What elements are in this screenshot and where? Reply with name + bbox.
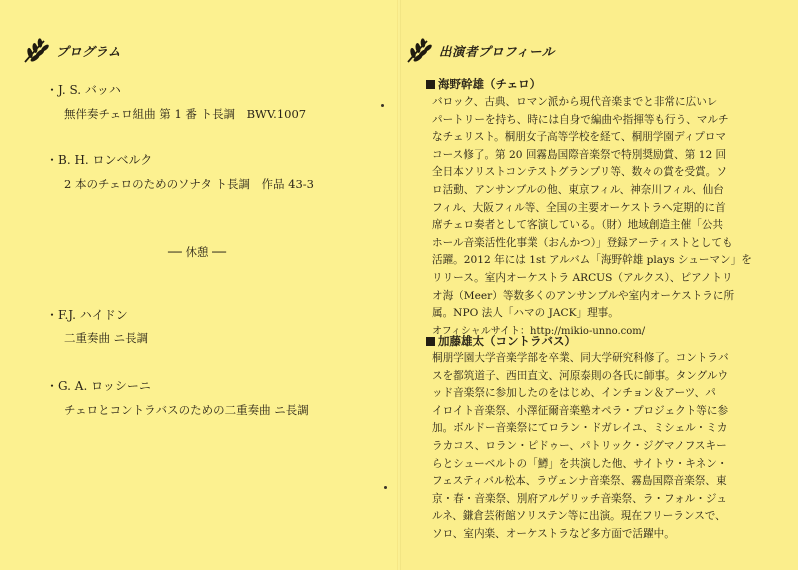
staple-mark bbox=[381, 104, 384, 107]
composer-name: ・J. S. バッハ bbox=[46, 83, 121, 97]
performer-name bbox=[426, 76, 541, 92]
performers-title: 出演者プロフィール bbox=[439, 44, 555, 59]
program-item bbox=[46, 306, 128, 323]
bio-line: パートリーを持ち、時には自身で編曲や指揮等も行う、マルチ bbox=[432, 113, 729, 126]
square-bullet-icon bbox=[426, 337, 435, 346]
composer-name: ・F.J. ハイドン bbox=[46, 308, 128, 322]
bio-line: 全日本ソリストコンテストグランプリ等、数々の賞を受賞。ソ bbox=[432, 166, 727, 179]
official-site-line: オフィシャルサイト：http://mikio-unno.com/ bbox=[432, 325, 646, 337]
program-item bbox=[46, 377, 151, 394]
bio-line: フェスティバル松本、ラヴェンナ音楽祭、霧島国際音楽祭、東 bbox=[432, 475, 727, 488]
bio-line: ロ活動、アンサンブルの他、東京フィル、神奈川フィル、仙台 bbox=[432, 183, 724, 196]
bio-line: リリース。室内オーケストラ ARCUS（アルクス）、ピアノトリ bbox=[432, 271, 733, 284]
work-title: 無伴奏チェロ組曲 第 1 番 ト長調 BWV.1007 bbox=[64, 107, 307, 121]
bio-line: 京・春・音楽祭、別府アルゲリッチ音楽祭、ラ・フォル・ジュ bbox=[432, 492, 727, 505]
performer-name bbox=[426, 333, 576, 349]
bio-line: オ海（Meer）等数多くのアンサンブルや室内オーケストラに所 bbox=[432, 289, 735, 302]
program-item bbox=[46, 81, 121, 98]
bio-line: 活躍。2012 年には 1st アルバム「海野幹雄 plays シューマン」を bbox=[432, 254, 752, 267]
performers-header bbox=[405, 38, 555, 64]
performer-bio bbox=[432, 94, 778, 340]
composer-name: ・B. H. ロンベルク bbox=[46, 153, 153, 167]
performer-name-text: 海野幹雄（チェロ） bbox=[438, 77, 542, 91]
work-title: 2 本のチェロのためのソナタ ト長調 作品 43-3 bbox=[64, 177, 314, 191]
page-fold bbox=[397, 0, 401, 570]
performer-bio bbox=[432, 350, 778, 544]
bio-line: スを都筑道子、西田直文、河原泰則の各氏に師事。タングルウ bbox=[432, 369, 729, 382]
performer-name-text: 加藤雄太（コントラバス） bbox=[438, 334, 576, 348]
bio-line: 属。NPO 法人「ハマの JACK」理事。 bbox=[432, 307, 619, 320]
bio-line: コース修了。第 20 回霧島国際音楽祭で特別奨励賞、第 12 回 bbox=[432, 148, 727, 161]
bio-line: 席チェロ奏者として客演している。（財）地域創造主催「公共 bbox=[432, 219, 724, 232]
program-header bbox=[22, 38, 121, 64]
bio-line: 加。ボルドー音楽祭にてロラン・ドガレイユ、ミシェル・ミカ bbox=[432, 422, 728, 435]
laurel-branch-icon bbox=[405, 38, 435, 64]
work-title: チェロとコントラバスのための二重奏曲 ニ長調 bbox=[64, 403, 309, 417]
square-bullet-icon bbox=[426, 80, 435, 89]
bio-line: イロイト音楽祭、小澤征爾音楽塾オペラ・プロジェクト等に参 bbox=[432, 404, 729, 417]
program-item bbox=[46, 151, 152, 168]
bio-line: らとシューベルトの「鱒」を共演した他、サイトウ・キネン・ bbox=[432, 457, 728, 470]
bio-line: ルネ、鎌倉芸術館ソリステン等に出演。現在フリーランスで、 bbox=[432, 510, 726, 523]
bio-line: ッド音楽祭に参加したのをはじめ、インチョン＆アーツ、パ bbox=[432, 387, 716, 400]
program-title: プログラム bbox=[56, 44, 121, 59]
work-title: 二重奏曲 ニ長調 bbox=[64, 331, 149, 345]
bio-line: バロック、古典、ロマン派から現代音楽までと非常に広いレ bbox=[432, 96, 718, 108]
staple-mark bbox=[384, 486, 387, 489]
bio-line: 桐朋学園大学音楽学部を卒業、同大学研究科修了。コントラバ bbox=[432, 352, 729, 364]
intermission-label: ── 休憩 ── bbox=[168, 245, 227, 259]
composer-name: ・G. A. ロッシーニ bbox=[46, 379, 151, 393]
bio-line: フィル、大阪フィル等、全国の主要オーケストラへ定期的に首 bbox=[432, 201, 726, 214]
bio-line: ラカコス、ロラン・ピドゥー、パトリック・ジグマノフスキー bbox=[432, 439, 727, 452]
bio-line: なチェリスト。桐朋女子高等学校を経て、桐朋学園ディプロマ bbox=[432, 131, 727, 144]
laurel-branch-icon bbox=[22, 38, 52, 64]
bio-line: ソロ、室内楽、オーケストラなど多方面で活躍中。 bbox=[432, 527, 675, 540]
bio-line: ホール音楽活性化事業（おんかつ）」登録アーティストとしても bbox=[432, 236, 733, 249]
